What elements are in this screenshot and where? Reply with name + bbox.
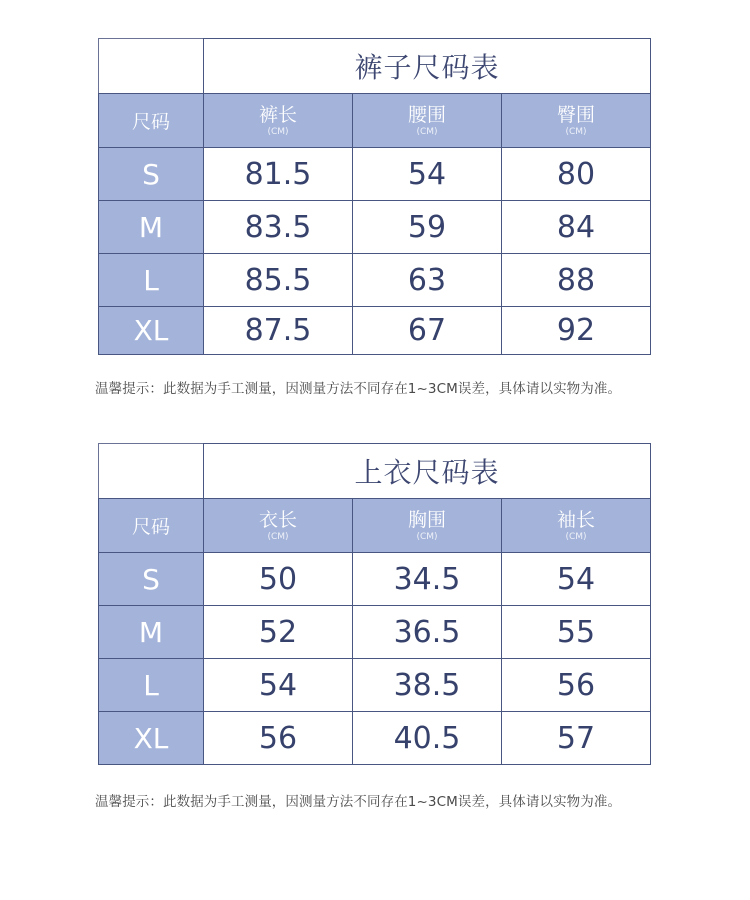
column-header-unit: (CM)	[416, 126, 438, 137]
blank-corner-cell	[99, 39, 204, 94]
size-label: S	[99, 553, 204, 606]
value-cell: 84	[502, 201, 651, 254]
top-size-table	[98, 443, 651, 765]
table-row	[99, 307, 651, 355]
table-row	[99, 553, 651, 606]
value-cell: 54	[204, 659, 353, 712]
table-title: 上衣尺码表	[204, 444, 651, 499]
column-header-label: 衣长	[258, 508, 297, 531]
value-cell: 88	[502, 254, 651, 307]
table-row	[99, 148, 651, 201]
value-cell: 92	[502, 307, 651, 355]
column-header-label: 腰围	[407, 103, 446, 126]
column-header-sleeve	[502, 499, 651, 553]
value-cell: 40.5	[353, 712, 502, 765]
value-cell: 63	[353, 254, 502, 307]
column-header-label: 裤长	[258, 103, 297, 126]
value-cell: 54	[353, 148, 502, 201]
size-column-header: 尺码	[99, 94, 204, 148]
column-header-label: 臀围	[556, 103, 595, 126]
value-cell: 57	[502, 712, 651, 765]
value-cell: 83.5	[204, 201, 353, 254]
table-title: 裤子尺码表	[204, 39, 651, 94]
table-title-row	[99, 39, 651, 94]
column-header-unit: (CM)	[267, 531, 289, 542]
value-cell: 52	[204, 606, 353, 659]
value-cell: 80	[502, 148, 651, 201]
table-row	[99, 659, 651, 712]
table-header-row	[99, 499, 651, 553]
column-header-unit: (CM)	[565, 531, 587, 542]
table-header-row	[99, 94, 651, 148]
value-cell: 56	[204, 712, 353, 765]
size-label: XL	[99, 307, 204, 355]
value-cell: 56	[502, 659, 651, 712]
column-header-label: 袖长	[556, 508, 595, 531]
column-header-label: 胸围	[407, 508, 446, 531]
column-header-waist	[353, 94, 502, 148]
size-label: L	[99, 659, 204, 712]
value-cell: 54	[502, 553, 651, 606]
column-header-unit: (CM)	[267, 126, 289, 137]
value-cell: 87.5	[204, 307, 353, 355]
size-label: M	[99, 201, 204, 254]
column-header-hip	[502, 94, 651, 148]
value-cell: 38.5	[353, 659, 502, 712]
measurement-tip: 温馨提示：此数据为手工测量，因测量方法不同存在1~3CM误差，具体请以实物为准。	[95, 381, 622, 397]
value-cell: 36.5	[353, 606, 502, 659]
size-label: XL	[99, 712, 204, 765]
value-cell: 81.5	[204, 148, 353, 201]
value-cell: 34.5	[353, 553, 502, 606]
column-header-pants-length	[204, 94, 353, 148]
column-header-unit: (CM)	[565, 126, 587, 137]
value-cell: 50	[204, 553, 353, 606]
size-label: L	[99, 254, 204, 307]
table-row	[99, 606, 651, 659]
value-cell: 85.5	[204, 254, 353, 307]
size-column-header: 尺码	[99, 499, 204, 553]
value-cell: 59	[353, 201, 502, 254]
column-header-unit: (CM)	[416, 531, 438, 542]
blank-corner-cell	[99, 444, 204, 499]
size-label: M	[99, 606, 204, 659]
measurement-tip: 温馨提示：此数据为手工测量，因测量方法不同存在1~3CM误差，具体请以实物为准。	[95, 794, 622, 810]
pants-size-table	[98, 38, 651, 355]
table-row	[99, 712, 651, 765]
value-cell: 55	[502, 606, 651, 659]
column-header-top-length	[204, 499, 353, 553]
table-row	[99, 254, 651, 307]
value-cell: 67	[353, 307, 502, 355]
size-label: S	[99, 148, 204, 201]
table-title-row	[99, 444, 651, 499]
table-row	[99, 201, 651, 254]
column-header-chest	[353, 499, 502, 553]
